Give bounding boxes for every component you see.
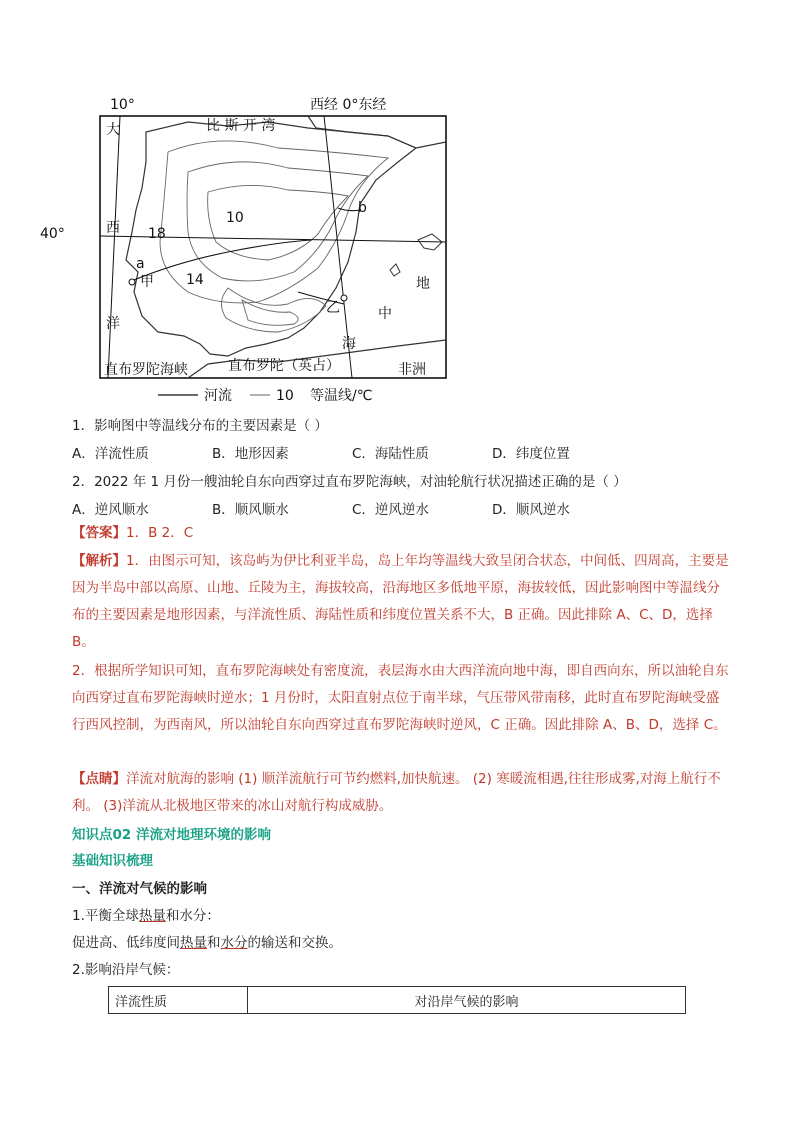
lon-10-label: 10°	[110, 97, 135, 113]
q1-option-a: A．洋流性质	[72, 446, 149, 462]
legend-isotherm-num: 10	[276, 388, 294, 404]
legend-isotherm-label: 等温线/℃	[310, 388, 373, 404]
map-svg	[40, 92, 450, 410]
table-header-row	[109, 987, 686, 1014]
question-2-options	[72, 498, 570, 518]
q2-option-a: A．逆风顺水	[72, 502, 149, 518]
question-1-options	[72, 442, 570, 462]
bay-label: 比 斯 开 湾	[206, 118, 276, 134]
analysis-tag: 【解析】	[72, 553, 126, 569]
line-1-b: 和水分：	[165, 908, 220, 924]
legend-river-label: 河流	[204, 388, 232, 404]
lat-40-label: 40°	[40, 226, 65, 242]
africa-label: 非洲	[398, 362, 426, 378]
point-yi-label: 乙	[326, 300, 340, 316]
isotherm-14-label: 14	[186, 272, 204, 288]
line-3: 2.影响沿岸气候：	[72, 962, 180, 978]
line-2-b: 和	[207, 935, 221, 951]
q1-option-d: D．纬度位置	[492, 446, 570, 462]
climate-table	[108, 986, 686, 1014]
answer-tag: 【答案】	[72, 525, 126, 541]
line-2-c: 的输送和交换。	[247, 935, 342, 951]
table-col-climate-effect: 对沿岸气候的影响	[248, 987, 686, 1014]
iberia-isotherm-map	[40, 92, 450, 410]
sea-char-2: 中	[378, 306, 392, 322]
q2-option-c: C．逆风逆水	[352, 502, 429, 518]
isotherm-18-label: 18	[148, 226, 166, 242]
line-2-a: 促进高、低纬度间	[72, 935, 180, 951]
isotherm-10-label: 10	[226, 210, 244, 226]
sea-char-1: 地	[416, 276, 430, 292]
line-2-underlined-2: 水分	[220, 935, 248, 951]
line-1	[72, 903, 732, 930]
tip-text: 洋流对航海的影响 (1) 顺洋流航行可节约燃料,加快航速。 (2) 寒暖流相遇,往往形成雾,对海上航行不利。 (3)洋流从北极地区带来的冰山对航行构成威胁。	[72, 771, 721, 814]
tip-tag: 【点睛】	[72, 771, 126, 787]
answer-line	[72, 520, 732, 547]
q1-option-c: C．海陆性质	[352, 446, 429, 462]
point-a-label: a	[136, 256, 145, 272]
knowledge-subtitle: 基础知识梳理	[72, 853, 153, 869]
q2-option-d: D．顺风逆水	[492, 502, 570, 518]
line-2	[72, 930, 732, 957]
lon-0-label: 西经 0°东经	[310, 97, 387, 113]
analysis-p1	[72, 548, 732, 656]
point-b-label: b	[358, 200, 367, 216]
analysis-p2: 2．根据所学知识可知，直布罗陀海峡处有密度流，表层海水由大西洋流向地中海，即自西向东，所以油轮自东向西穿过直布罗陀海峡时逆水；1 月份时，太阳直射点位于南半球，气压带风带南移，此时直布罗陀海峡受盛行西风控制，为西南风，所以油轮自东向西穿过直布罗陀海峡时逆风，C 正确。因此排除 A、B、D，选择 C。	[72, 663, 729, 733]
gibraltar-label: 直布罗陀（英占）	[228, 358, 340, 374]
point-yi-marker	[341, 295, 347, 301]
ocean-char-3: 洋	[106, 316, 120, 332]
knowledge-title: 知识点02 洋流对地理环境的影响	[72, 827, 271, 843]
ocean-char-2: 西	[106, 220, 120, 236]
q2-option-b: B．顺风顺水	[212, 502, 289, 518]
question-1: 1．影响图中等温线分布的主要因素是（ ）	[72, 418, 328, 434]
section-1-heading: 一、洋流对气候的影响	[72, 881, 207, 897]
line-1-underlined: 热量	[138, 908, 166, 924]
point-jia-label: 甲	[140, 274, 154, 290]
table-col-current-nature: 洋流性质	[109, 987, 248, 1014]
ocean-char-1: 大	[106, 122, 120, 138]
question-2: 2．2022 年 1 月份一艘油轮自东向西穿过直布罗陀海峡，对油轮航行状况描述正确的是（ ）	[72, 474, 627, 490]
q1-option-b: B．地形因素	[212, 446, 289, 462]
analysis-p1-text: 1．由图示可知，该岛屿为伊比利亚半岛，岛上年均等温线大致呈闭合状态，中间低、四周高，主要是因为半岛中部以高原、山地、丘陵为主，海拔较高，沿海地区多低地平原，海拔较低，因此影响图中等温线分布的主要因素是地形因素，与洋流性质、海陆性质和纬度位置关系不大，B 正确。因此排除 A、C、D，选择 B。	[72, 553, 729, 650]
tip-paragraph	[72, 766, 732, 820]
sea-char-3: 海	[342, 336, 356, 352]
line-2-underlined-1: 热量	[180, 935, 207, 951]
line-1-a: 1.平衡全球	[72, 908, 139, 924]
point-jia-marker	[129, 279, 135, 285]
strait-label: 直布罗陀海峡	[104, 362, 188, 378]
answer-text: 1．B 2．C	[126, 525, 194, 541]
